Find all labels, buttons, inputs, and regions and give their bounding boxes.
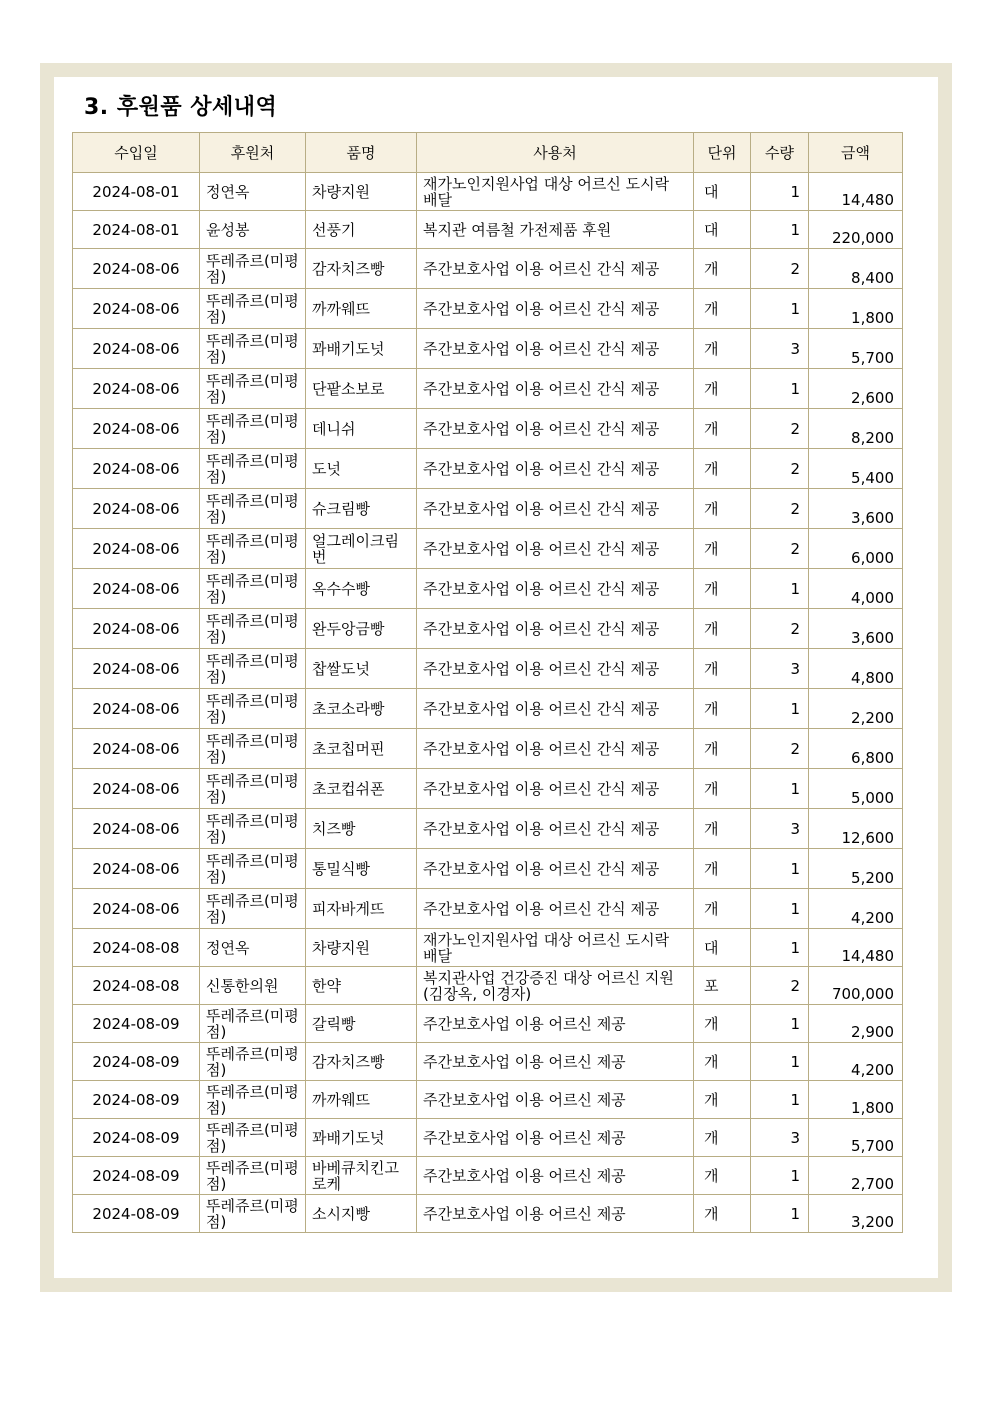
cell-unit: 개 bbox=[694, 1119, 751, 1157]
table-row bbox=[73, 729, 903, 769]
cell-quantity: 3 bbox=[751, 1119, 809, 1157]
cell-donor: 윤성봉 bbox=[200, 211, 306, 249]
cell-date: 2024-08-09 bbox=[73, 1157, 200, 1195]
cell-date: 2024-08-06 bbox=[73, 449, 200, 489]
cell-amount: 14,480 bbox=[809, 929, 903, 967]
cell-quantity: 3 bbox=[751, 809, 809, 849]
cell-item: 꽈배기도넛 bbox=[306, 329, 417, 369]
cell-quantity: 1 bbox=[751, 1043, 809, 1081]
cell-amount: 6,800 bbox=[809, 729, 903, 769]
cell-amount: 220,000 bbox=[809, 211, 903, 249]
cell-usage: 주간보호사업 이용 어르신 간식 제공 bbox=[417, 409, 694, 449]
cell-unit: 대 bbox=[694, 929, 751, 967]
cell-donor: 뚜레쥬르(미평점) bbox=[200, 649, 306, 689]
cell-unit: 개 bbox=[694, 849, 751, 889]
cell-usage: 주간보호사업 이용 어르신 제공 bbox=[417, 1119, 694, 1157]
cell-quantity: 3 bbox=[751, 649, 809, 689]
cell-item: 감자치즈빵 bbox=[306, 1043, 417, 1081]
cell-date: 2024-08-08 bbox=[73, 967, 200, 1005]
table-row bbox=[73, 1081, 903, 1119]
cell-date: 2024-08-06 bbox=[73, 809, 200, 849]
header-amount: 금액 bbox=[809, 133, 903, 173]
cell-donor: 정연옥 bbox=[200, 929, 306, 967]
cell-donor: 뚜레쥬르(미평점) bbox=[200, 449, 306, 489]
cell-quantity: 1 bbox=[751, 369, 809, 409]
cell-amount: 700,000 bbox=[809, 967, 903, 1005]
cell-usage: 주간보호사업 이용 어르신 간식 제공 bbox=[417, 689, 694, 729]
cell-amount: 2,700 bbox=[809, 1157, 903, 1195]
cell-donor: 뚜레쥬르(미평점) bbox=[200, 809, 306, 849]
cell-quantity: 1 bbox=[751, 1195, 809, 1233]
cell-amount: 4,200 bbox=[809, 889, 903, 929]
cell-quantity: 1 bbox=[751, 929, 809, 967]
cell-donor: 뚜레쥬르(미평점) bbox=[200, 369, 306, 409]
cell-usage: 주간보호사업 이용 어르신 간식 제공 bbox=[417, 289, 694, 329]
header-unit: 단위 bbox=[694, 133, 751, 173]
cell-usage: 복지관사업 건강증진 대상 어르신 지원(김장옥, 이경자) bbox=[417, 967, 694, 1005]
cell-item: 완두앙금빵 bbox=[306, 609, 417, 649]
table-row bbox=[73, 769, 903, 809]
cell-unit: 개 bbox=[694, 1081, 751, 1119]
cell-unit: 개 bbox=[694, 769, 751, 809]
header-usage: 사용처 bbox=[417, 133, 694, 173]
cell-usage: 주간보호사업 이용 어르신 제공 bbox=[417, 1005, 694, 1043]
table-row bbox=[73, 809, 903, 849]
cell-unit: 개 bbox=[694, 449, 751, 489]
cell-unit: 개 bbox=[694, 689, 751, 729]
cell-amount: 2,900 bbox=[809, 1005, 903, 1043]
cell-donor: 뚜레쥬르(미평점) bbox=[200, 1005, 306, 1043]
cell-donor: 뚜레쥬르(미평점) bbox=[200, 1081, 306, 1119]
cell-usage: 복지관 여름철 가전제품 후원 bbox=[417, 211, 694, 249]
cell-date: 2024-08-01 bbox=[73, 211, 200, 249]
cell-amount: 3,600 bbox=[809, 489, 903, 529]
cell-item: 꽈배기도넛 bbox=[306, 1119, 417, 1157]
cell-unit: 개 bbox=[694, 809, 751, 849]
table-row bbox=[73, 369, 903, 409]
cell-item: 초코칩머핀 bbox=[306, 729, 417, 769]
cell-usage: 주간보호사업 이용 어르신 간식 제공 bbox=[417, 809, 694, 849]
cell-usage: 주간보호사업 이용 어르신 제공 bbox=[417, 1081, 694, 1119]
cell-usage: 주간보호사업 이용 어르신 간식 제공 bbox=[417, 569, 694, 609]
cell-item: 까까웨뜨 bbox=[306, 1081, 417, 1119]
cell-unit: 개 bbox=[694, 489, 751, 529]
cell-item: 차량지원 bbox=[306, 929, 417, 967]
table-row bbox=[73, 249, 903, 289]
cell-unit: 개 bbox=[694, 609, 751, 649]
cell-donor: 뚜레쥬르(미평점) bbox=[200, 1157, 306, 1195]
cell-item: 초코컵쉬폰 bbox=[306, 769, 417, 809]
table-row bbox=[73, 329, 903, 369]
cell-amount: 3,600 bbox=[809, 609, 903, 649]
cell-unit: 개 bbox=[694, 889, 751, 929]
cell-item: 초코소라빵 bbox=[306, 689, 417, 729]
cell-amount: 8,400 bbox=[809, 249, 903, 289]
cell-amount: 5,200 bbox=[809, 849, 903, 889]
cell-unit: 개 bbox=[694, 409, 751, 449]
cell-unit: 개 bbox=[694, 249, 751, 289]
header-item: 품명 bbox=[306, 133, 417, 173]
cell-amount: 5,000 bbox=[809, 769, 903, 809]
cell-quantity: 1 bbox=[751, 769, 809, 809]
cell-quantity: 1 bbox=[751, 1081, 809, 1119]
table-row bbox=[73, 929, 903, 967]
cell-item: 도넛 bbox=[306, 449, 417, 489]
cell-quantity: 1 bbox=[751, 1005, 809, 1043]
cell-unit: 개 bbox=[694, 569, 751, 609]
cell-donor: 신통한의원 bbox=[200, 967, 306, 1005]
cell-item: 치즈빵 bbox=[306, 809, 417, 849]
cell-date: 2024-08-06 bbox=[73, 529, 200, 569]
cell-quantity: 1 bbox=[751, 889, 809, 929]
table-row bbox=[73, 289, 903, 329]
cell-quantity: 2 bbox=[751, 729, 809, 769]
table-row bbox=[73, 609, 903, 649]
cell-usage: 주간보호사업 이용 어르신 간식 제공 bbox=[417, 889, 694, 929]
cell-item: 옥수수빵 bbox=[306, 569, 417, 609]
cell-amount: 14,480 bbox=[809, 173, 903, 211]
cell-quantity: 3 bbox=[751, 329, 809, 369]
table-row bbox=[73, 689, 903, 729]
cell-quantity: 2 bbox=[751, 409, 809, 449]
cell-date: 2024-08-06 bbox=[73, 409, 200, 449]
cell-donor: 뚜레쥬르(미평점) bbox=[200, 1195, 306, 1233]
cell-usage: 재가노인지원사업 대상 어르신 도시락 배달 bbox=[417, 929, 694, 967]
cell-date: 2024-08-09 bbox=[73, 1119, 200, 1157]
table-row bbox=[73, 1005, 903, 1043]
cell-unit: 개 bbox=[694, 1005, 751, 1043]
table-row bbox=[73, 967, 903, 1005]
cell-unit: 개 bbox=[694, 649, 751, 689]
cell-amount: 3,200 bbox=[809, 1195, 903, 1233]
cell-donor: 뚜레쥬르(미평점) bbox=[200, 729, 306, 769]
cell-donor: 뚜레쥬르(미평점) bbox=[200, 409, 306, 449]
cell-usage: 주간보호사업 이용 어르신 간식 제공 bbox=[417, 369, 694, 409]
table-header-row bbox=[73, 133, 903, 173]
cell-donor: 뚜레쥬르(미평점) bbox=[200, 1043, 306, 1081]
cell-donor: 뚜레쥬르(미평점) bbox=[200, 769, 306, 809]
cell-date: 2024-08-06 bbox=[73, 249, 200, 289]
cell-donor: 뚜레쥬르(미평점) bbox=[200, 889, 306, 929]
cell-donor: 정연옥 bbox=[200, 173, 306, 211]
cell-donor: 뚜레쥬르(미평점) bbox=[200, 529, 306, 569]
cell-date: 2024-08-09 bbox=[73, 1081, 200, 1119]
cell-unit: 대 bbox=[694, 211, 751, 249]
cell-usage: 주간보호사업 이용 어르신 간식 제공 bbox=[417, 729, 694, 769]
cell-quantity: 1 bbox=[751, 211, 809, 249]
cell-date: 2024-08-06 bbox=[73, 329, 200, 369]
cell-quantity: 1 bbox=[751, 1157, 809, 1195]
cell-amount: 6,000 bbox=[809, 529, 903, 569]
cell-date: 2024-08-06 bbox=[73, 569, 200, 609]
table-row bbox=[73, 649, 903, 689]
cell-donor: 뚜레쥬르(미평점) bbox=[200, 569, 306, 609]
header-date: 수입일 bbox=[73, 133, 200, 173]
cell-unit: 개 bbox=[694, 1195, 751, 1233]
cell-item: 통밀식빵 bbox=[306, 849, 417, 889]
cell-donor: 뚜레쥬르(미평점) bbox=[200, 849, 306, 889]
cell-usage: 주간보호사업 이용 어르신 간식 제공 bbox=[417, 769, 694, 809]
table-row bbox=[73, 173, 903, 211]
table-row bbox=[73, 529, 903, 569]
cell-quantity: 2 bbox=[751, 249, 809, 289]
table-row bbox=[73, 409, 903, 449]
cell-item: 까까웨뜨 bbox=[306, 289, 417, 329]
cell-date: 2024-08-06 bbox=[73, 889, 200, 929]
cell-quantity: 1 bbox=[751, 849, 809, 889]
cell-date: 2024-08-09 bbox=[73, 1005, 200, 1043]
cell-amount: 4,200 bbox=[809, 1043, 903, 1081]
cell-donor: 뚜레쥬르(미평점) bbox=[200, 489, 306, 529]
cell-item: 한약 bbox=[306, 967, 417, 1005]
cell-unit: 개 bbox=[694, 529, 751, 569]
cell-date: 2024-08-06 bbox=[73, 689, 200, 729]
cell-unit: 개 bbox=[694, 1157, 751, 1195]
cell-quantity: 2 bbox=[751, 449, 809, 489]
cell-amount: 5,700 bbox=[809, 329, 903, 369]
cell-unit: 개 bbox=[694, 1043, 751, 1081]
cell-donor: 뚜레쥬르(미평점) bbox=[200, 609, 306, 649]
cell-quantity: 1 bbox=[751, 689, 809, 729]
cell-usage: 주간보호사업 이용 어르신 제공 bbox=[417, 1195, 694, 1233]
cell-date: 2024-08-06 bbox=[73, 609, 200, 649]
table-row bbox=[73, 569, 903, 609]
cell-quantity: 1 bbox=[751, 173, 809, 211]
cell-item: 슈크림빵 bbox=[306, 489, 417, 529]
cell-donor: 뚜레쥬르(미평점) bbox=[200, 289, 306, 329]
cell-unit: 개 bbox=[694, 329, 751, 369]
cell-amount: 1,800 bbox=[809, 289, 903, 329]
cell-amount: 2,600 bbox=[809, 369, 903, 409]
cell-quantity: 1 bbox=[751, 569, 809, 609]
cell-date: 2024-08-06 bbox=[73, 769, 200, 809]
cell-usage: 주간보호사업 이용 어르신 간식 제공 bbox=[417, 329, 694, 369]
cell-date: 2024-08-06 bbox=[73, 369, 200, 409]
header-quantity: 수량 bbox=[751, 133, 809, 173]
cell-donor: 뚜레쥬르(미평점) bbox=[200, 1119, 306, 1157]
cell-usage: 주간보호사업 이용 어르신 제공 bbox=[417, 1043, 694, 1081]
cell-unit: 개 bbox=[694, 729, 751, 769]
cell-unit: 포 bbox=[694, 967, 751, 1005]
table-row bbox=[73, 1157, 903, 1195]
table-row bbox=[73, 1195, 903, 1233]
header-donor: 후원처 bbox=[200, 133, 306, 173]
cell-usage: 주간보호사업 이용 어르신 간식 제공 bbox=[417, 609, 694, 649]
cell-usage: 주간보호사업 이용 어르신 간식 제공 bbox=[417, 449, 694, 489]
cell-unit: 개 bbox=[694, 369, 751, 409]
table-row bbox=[73, 1043, 903, 1081]
cell-date: 2024-08-09 bbox=[73, 1195, 200, 1233]
cell-item: 데니쉬 bbox=[306, 409, 417, 449]
cell-date: 2024-08-01 bbox=[73, 173, 200, 211]
cell-item: 차량지원 bbox=[306, 173, 417, 211]
cell-item: 갈릭빵 bbox=[306, 1005, 417, 1043]
table-row bbox=[73, 1119, 903, 1157]
cell-unit: 대 bbox=[694, 173, 751, 211]
cell-date: 2024-08-09 bbox=[73, 1043, 200, 1081]
cell-amount: 5,400 bbox=[809, 449, 903, 489]
cell-usage: 주간보호사업 이용 어르신 간식 제공 bbox=[417, 489, 694, 529]
cell-date: 2024-08-06 bbox=[73, 489, 200, 529]
cell-item: 단팥소보로 bbox=[306, 369, 417, 409]
cell-usage: 주간보호사업 이용 어르신 간식 제공 bbox=[417, 249, 694, 289]
cell-quantity: 1 bbox=[751, 289, 809, 329]
cell-quantity: 2 bbox=[751, 489, 809, 529]
cell-donor: 뚜레쥬르(미평점) bbox=[200, 329, 306, 369]
section-title: 3. 후원품 상세내역 bbox=[84, 95, 278, 120]
cell-usage: 주간보호사업 이용 어르신 간식 제공 bbox=[417, 649, 694, 689]
table-row bbox=[73, 449, 903, 489]
cell-usage: 주간보호사업 이용 어르신 제공 bbox=[417, 1157, 694, 1195]
cell-item: 선풍기 bbox=[306, 211, 417, 249]
table-row bbox=[73, 849, 903, 889]
table-row bbox=[73, 489, 903, 529]
cell-quantity: 2 bbox=[751, 609, 809, 649]
cell-amount: 2,200 bbox=[809, 689, 903, 729]
cell-quantity: 2 bbox=[751, 967, 809, 1005]
table-row bbox=[73, 211, 903, 249]
cell-item: 찹쌀도넛 bbox=[306, 649, 417, 689]
cell-amount: 5,700 bbox=[809, 1119, 903, 1157]
cell-item: 감자치즈빵 bbox=[306, 249, 417, 289]
cell-amount: 1,800 bbox=[809, 1081, 903, 1119]
cell-item: 소시지빵 bbox=[306, 1195, 417, 1233]
cell-donor: 뚜레쥬르(미평점) bbox=[200, 689, 306, 729]
cell-date: 2024-08-06 bbox=[73, 849, 200, 889]
cell-amount: 8,200 bbox=[809, 409, 903, 449]
cell-quantity: 2 bbox=[751, 529, 809, 569]
cell-item: 피자바게뜨 bbox=[306, 889, 417, 929]
donation-detail-table bbox=[72, 132, 903, 1233]
table-row bbox=[73, 889, 903, 929]
cell-date: 2024-08-06 bbox=[73, 289, 200, 329]
cell-amount: 4,800 bbox=[809, 649, 903, 689]
cell-item: 얼그레이크림번 bbox=[306, 529, 417, 569]
cell-item: 바베큐치킨고로케 bbox=[306, 1157, 417, 1195]
cell-date: 2024-08-06 bbox=[73, 729, 200, 769]
cell-unit: 개 bbox=[694, 289, 751, 329]
cell-amount: 4,000 bbox=[809, 569, 903, 609]
cell-date: 2024-08-06 bbox=[73, 649, 200, 689]
cell-usage: 재가노인지원사업 대상 어르신 도시락 배달 bbox=[417, 173, 694, 211]
cell-amount: 12,600 bbox=[809, 809, 903, 849]
cell-usage: 주간보호사업 이용 어르신 간식 제공 bbox=[417, 529, 694, 569]
cell-date: 2024-08-08 bbox=[73, 929, 200, 967]
cell-donor: 뚜레쥬르(미평점) bbox=[200, 249, 306, 289]
cell-usage: 주간보호사업 이용 어르신 간식 제공 bbox=[417, 849, 694, 889]
